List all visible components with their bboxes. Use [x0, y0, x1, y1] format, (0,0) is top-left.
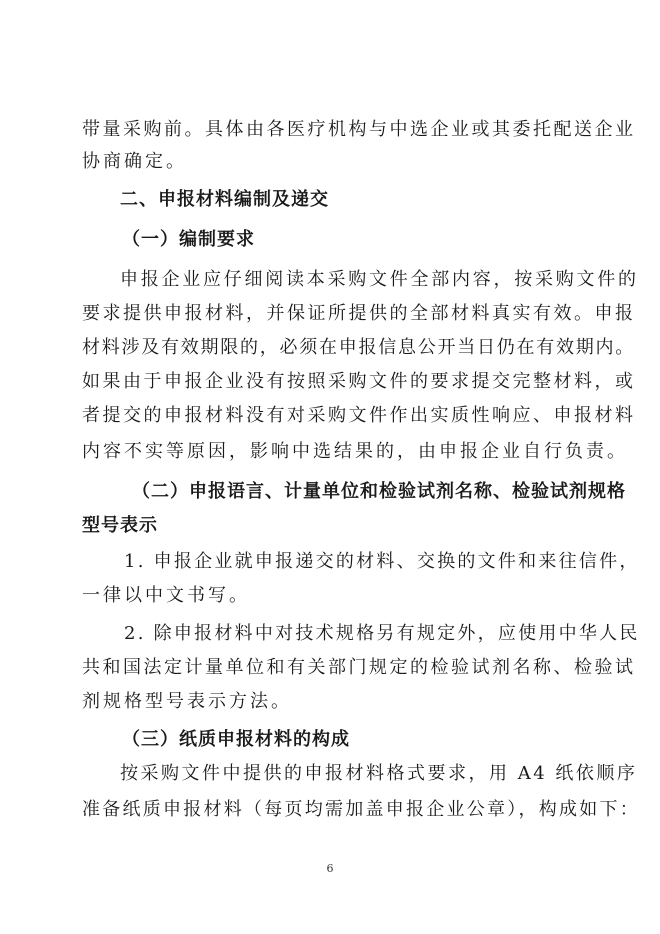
section-heading: 二、申报材料编制及递交: [120, 189, 329, 210]
list-item-line: 共和国法定计量单位和有关部门规定的检验试剂名称、检验试: [82, 657, 636, 678]
body-text-line: 准备纸质申报材料（每页均需加盖申报企业公章），构成如下：: [82, 799, 640, 820]
list-item-line: 1. 申报企业就申报递交的材料、交换的文件和来往信件，: [124, 551, 640, 572]
body-text-line: 协商确定。: [82, 151, 187, 172]
body-text-line: 带量采购前。具体由各医疗机构与中选企业或其委托配送企业: [82, 119, 636, 140]
page-number: 6: [326, 862, 334, 875]
body-text-line: 要求提供申报材料，并保证所提供的全部材料真实有效。申报: [82, 303, 636, 324]
subsection-heading: （一）编制要求: [122, 229, 255, 250]
body-text-line: 内容不实等原因，影响中选结果的，由申报企业自行负责。: [82, 441, 628, 462]
body-text-line: 如果由于申报企业没有按照采购文件的要求提交完整材料，或: [82, 371, 636, 392]
body-text-line: 者提交的申报材料没有对采购文件作出实质性响应、申报材料: [82, 405, 636, 426]
list-item-line: 2. 除申报材料中对技术规格另有规定外，应使用中华人民: [124, 623, 640, 644]
list-item-line: 一律以中文书写。: [82, 585, 250, 606]
list-item-line: 剂规格型号表示方法。: [82, 691, 292, 712]
subsection-heading: （二）申报语言、计量单位和检验试剂名称、检验试剂规格: [132, 481, 626, 502]
subsection-heading: （三）纸质申报材料的构成: [122, 729, 350, 750]
subsection-heading-continued: 型号表示: [82, 515, 158, 536]
body-text-line: 申报企业应仔细阅读本采购文件全部内容，按采购文件的: [120, 269, 639, 290]
body-text-line: 材料涉及有效期限的，必须在申报信息公开当日仍在有效期内。: [82, 337, 635, 358]
body-text-line: 按采购文件中提供的申报材料格式要求，用 A4 纸依顺序: [120, 763, 638, 784]
